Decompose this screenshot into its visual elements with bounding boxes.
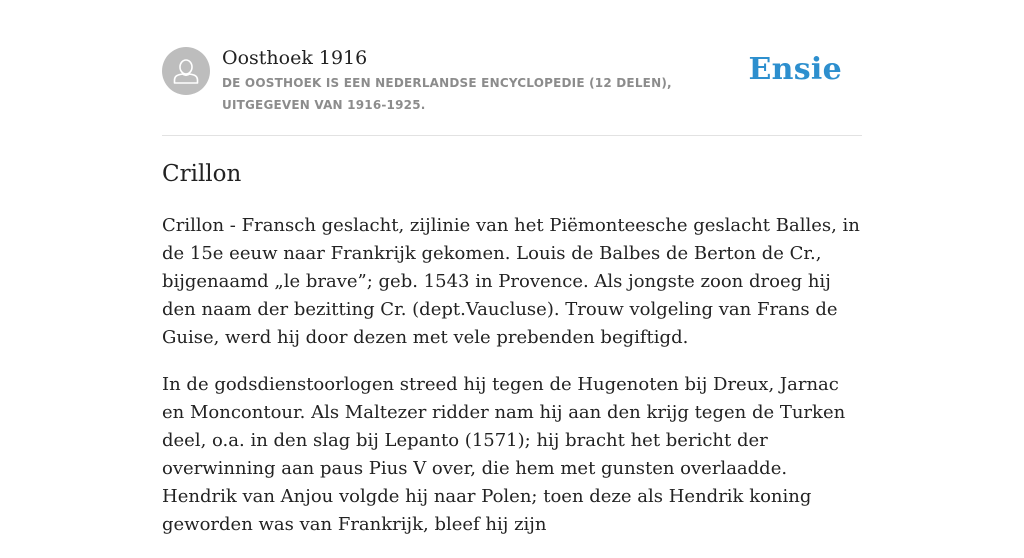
article-paragraph: Crillon - Fransch geslacht, zijlinie van het Piëmonteesche geslacht Balles, in de 15e eeuw naar Frankrijk gekomen. Louis de Balbes de Berton de Cr., bijgenaamd „le brave”; geb. 1543 in Provence. Als jongste zoon droeg hij den naam der bezitting Cr. (dept.Vaucluse). Trouw volgeling van Frans de Guise, werd hij door dezen met vele prebenden begiftigd. bbox=[162, 215, 860, 348]
source-description: DE OOSTHOEK IS EEN NEDERLANDSE ENCYCLOPEDIE (12 DELEN), UITGEGEVEN VAN 1916-1925. bbox=[222, 76, 672, 112]
source-avatar[interactable] bbox=[162, 47, 210, 95]
article-paragraph: In de godsdienstoorlogen streed hij tegen de Hugenoten bij Dreux, Jarnac en Moncontour. Als Maltezer ridder nam hij aan den krijg tegen de Turken deel, o.a. in den slag bij Lepanto (1571); hij bracht het bericht der overwinning aan paus Pius V over, die hem met gunsten overlaadde. Hendrik van Anjou volgde hij naar Polen; toen deze als Hendrik koning geworden was van Frankrijk, bleef hij zijn bbox=[162, 374, 846, 535]
source-header bbox=[162, 46, 862, 116]
ensie-logo[interactable]: Ensie bbox=[748, 52, 842, 87]
user-icon bbox=[162, 47, 210, 95]
article-headword: Crillon bbox=[162, 161, 242, 187]
article-body bbox=[162, 212, 862, 558]
source-title[interactable]: Oosthoek 1916 bbox=[222, 47, 368, 69]
header-divider bbox=[162, 135, 862, 136]
